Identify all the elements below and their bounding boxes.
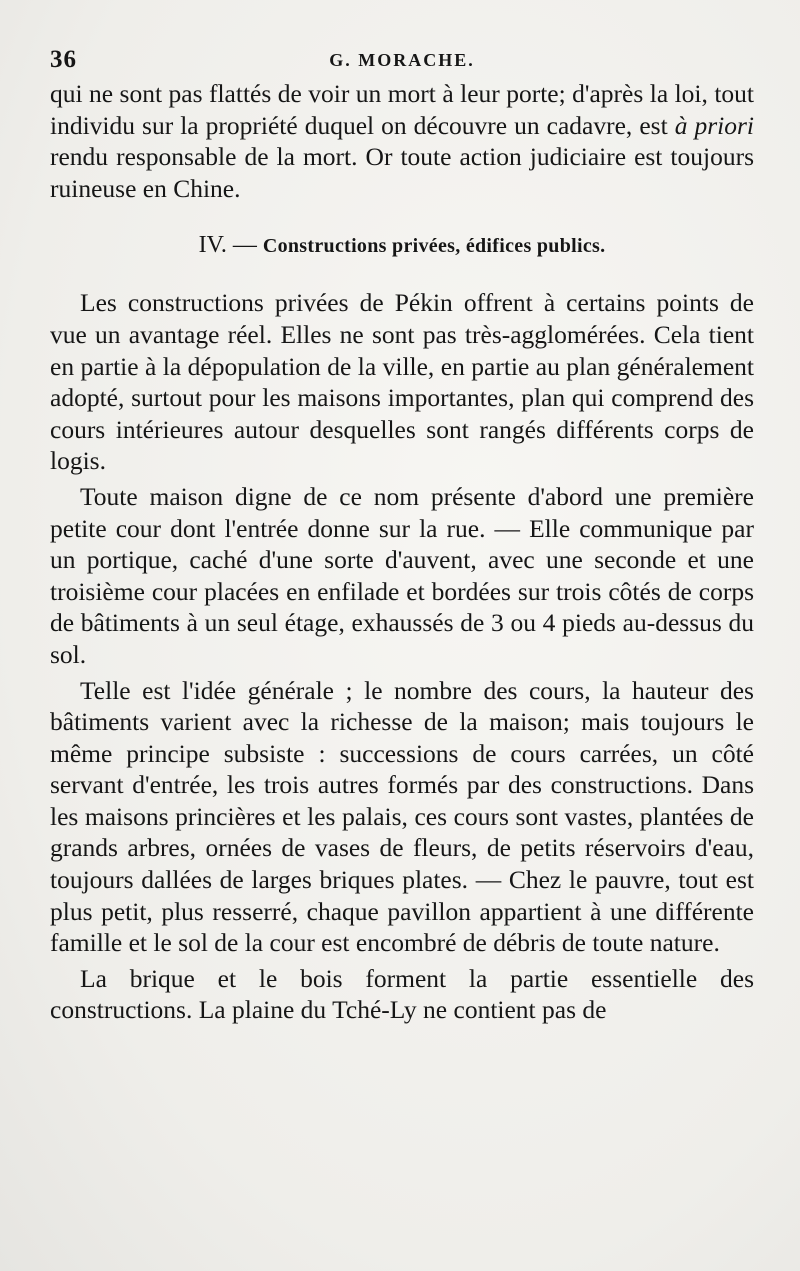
section-title: Constructions privées, édifices publics. (262, 235, 606, 258)
page-number: 36 (50, 46, 77, 73)
section-heading (50, 230, 754, 261)
paragraph-3: Telle est l'idée générale ; le nombre des cours, la hauteur des bâtiments varient avec la richesse de la maison; mais toujours le même principe subsiste : successions de cours carrées, un côté servant d'entrée, les trois autres formés par des constructions. Dans les maisons princières et les palais, ces cours sont vastes, plantées de grands arbres, ornées de vases de fleurs, de petits réservoirs d'eau, toujours dallées de larges briques plates. — Chez le pauvre, tout est plus petit, plus resserré, chaque pavillon appartient à une différente famille et le sol de la cour est encombré de débris de toute nature. (50, 675, 754, 958)
paragraph-continued (50, 78, 754, 204)
paragraph-continued-part-1: qui ne sont pas flattés de voir un mort à leur porte; d'après la loi, tout individu sur la propriété duquel on découvre un cadavre, est (50, 79, 754, 140)
running-header-author: G. MORACHE. (329, 50, 475, 70)
italic-a-priori: à priori (674, 110, 754, 140)
paragraph-2: Toute maison digne de ce nom présente d'abord une première petite cour dont l'entrée donne sur la rue. — Elle communique par un portique, caché d'une sorte d'auvent, avec une seconde et une troisième cour placées en enfilade et bordées sur trois côtés de corps de bâtiments à un seul étage, exhaussés de 3 ou 4 pieds au-dessus du sol. (50, 481, 754, 669)
body-text (50, 78, 754, 1026)
section-number: IV. — (198, 232, 257, 259)
paragraph-continued-part-2: rendu responsable de la mort. Or toute action judiciaire est toujours ruineuse en Chine. (50, 142, 754, 203)
paragraph-1: Les constructions privées de Pékin offrent à certains points de vue un avantage réel. Elles ne sont pas très-agglomérées. Cela tient en partie à la dépopulation de la ville, en partie au plan généralement adopté, surtout pour les maisons importantes, plan qui comprend des cours intérieures autour desquelles sont rangés différents corps de logis. (50, 288, 754, 476)
running-header (50, 40, 754, 78)
paragraph-4: La brique et le bois forment la partie essentielle des constructions. La plaine du Tché-Ly ne contient pas de (50, 963, 754, 1025)
